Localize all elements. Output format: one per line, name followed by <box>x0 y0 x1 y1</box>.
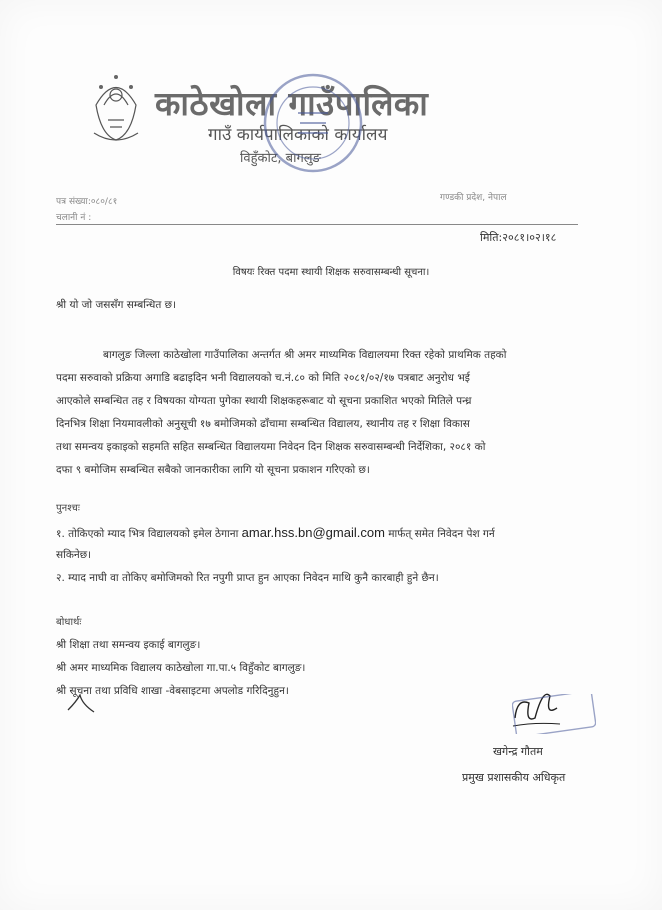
body-line: पदमा सरुवाको प्रक्रिया अगाडि बढाइदिन भनी विद्यालयको च.नं.८० को मिति २०८१/०२/१७ पत्रबाट अनुरोध भई <box>56 372 470 384</box>
cc-item: श्री सूचना तथा प्रविधि शाखा -वेबसाइटमा अपलोड गरिदिनुहुन। <box>56 685 289 697</box>
postscript-item-2: २. म्याद नाघी वा तोकिए बमोजिमको रित नपुगी प्राप्त हुन आएका निवेदन माथि कुनै कारबाही हुने छैन। <box>56 572 439 584</box>
body-line: आएकोले सम्बन्धित तह र विषयका योग्यता पुगेका स्थायी शिक्षकहरूबाट यो सूचना प्रकाशित भएको मितिले पन्ध्र <box>56 395 472 407</box>
letter-subject: विषयः रिक्त पदमा स्थायी शिक्षक सरुवासम्बन्धी सूचना। <box>232 267 430 278</box>
dispatch-number: चलानी नं : <box>56 213 92 223</box>
letter-date: मिति:२०८१।०२।१८ <box>480 231 557 244</box>
letter-number: पत्र संख्या:०८०/८१ <box>56 197 118 207</box>
postscript-item-1-continuation: सकिनेछ। <box>56 549 92 561</box>
pen-mark <box>66 692 96 714</box>
office-location: विहुँकोट, बागलुङ <box>240 151 321 166</box>
body-line: दफा ९ बमोजिम सम्बन्धित सबैको जानकारीका लागि यो सूचना प्रकाशन गरिएको छ। <box>56 464 370 476</box>
school-email-address: amar.hss.bn@gmail.com <box>241 525 385 540</box>
office-subtitle: गाउँ कार्यपालिकाको कार्यालय <box>208 125 388 145</box>
cc-label: बोधार्थः <box>56 617 82 628</box>
letter-addressee: श्री यो जो जससँग सम्बन्धित छ। <box>56 299 176 311</box>
body-line: बागलुङ जिल्ला काठेखोला गाउँपालिका अन्तर्गत श्री अमर माध्यमिक विद्यालयमा रिक्त रहेको प्राथमिक तहको <box>103 349 507 361</box>
signatory-name: खगेन्द्र गौतम <box>493 745 543 758</box>
postscript-item-1-suffix: मार्फत् समेत निवेदन पेश गर्न <box>388 528 495 540</box>
signatory-title: प्रमुख प्रशासकीय अधिकृत <box>462 771 566 784</box>
office-seal-stamp <box>258 68 368 178</box>
postscript-label: पुनश्चः <box>56 503 80 514</box>
cc-item: श्री अमर माध्यमिक विद्यालय काठेखोला गा.पा.५ विहुँकोट बागलुङ। <box>56 662 306 674</box>
province-name: गण्डकी प्रदेश, नेपाल <box>440 193 507 203</box>
nepal-emblem-logo <box>86 65 146 143</box>
postscript-item-1-prefix: १. तोकिएको म्याद भित्र विद्यालयको इमेल ठेगाना <box>56 528 239 540</box>
municipality-title: काठेखोला गाउँपालिका <box>155 84 429 123</box>
body-line: तथा समन्वय इकाइको सहमति सहित सम्बन्धित विद्यालयमा निवेदन दिन शिक्षक सरुवासम्बन्धी निर्देशिका, २०८१ को <box>56 441 486 453</box>
header-divider <box>56 224 578 225</box>
postscript-item-1 <box>56 525 495 541</box>
signature-seal-stamp <box>512 694 596 734</box>
body-line: दिनभित्र शिक्षा नियमावलीको अनुसूची १७ बमोजिमको ढाँचामा सम्बन्धित विद्यालय, स्थानीय तह र शिक्षा विकास <box>56 418 470 430</box>
cc-item: श्री शिक्षा तथा समन्वय इकाई बागलुङ। <box>56 639 201 651</box>
